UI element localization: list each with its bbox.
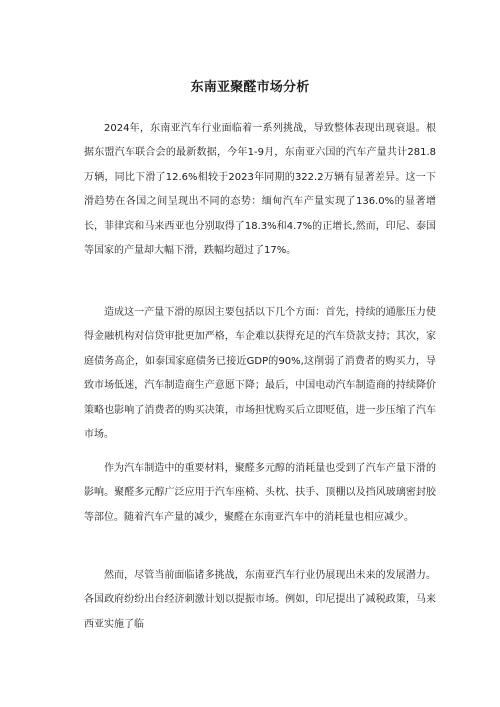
paragraph-3: 作为汽车制造中的重要材料，聚醛多元醇的消耗量也受到了汽车产量下滑的影响。聚醛多元醇广泛应用于汽车座椅、头枕、扶手、顶棚以及挡风玻璃密封胶等部位。随着汽车产量的减少，聚醛在东南亚汽车中的消耗量也相应减少。 — [84, 463, 436, 523]
page-title: 东南亚聚醛市场分析 — [190, 80, 310, 95]
paragraph-4: 然而，尽管当前面临诸多挑战，东南亚汽车行业仍展现出未来的发展潜力。各国政府纷纷出台经济刺激计划以提振市场。例如，印尼提出了减税政策，马来西亚实施了临 — [84, 570, 436, 630]
paragraph-1: 2024年，东南亚汽车行业面临着一系列挑战，导致整体表现出现衰退。根据东盟汽车联合会的最新数据，今年1-9月，东南亚六国的汽车产量共计281.8万辆，同比下滑了12.6%相较于2023年同期的322.2万辆有显著差异。这一下滑趋势在各国之间呈现出不同的态势：缅甸汽车产量实现了136.0%的显著增长，菲律宾和马来西亚也分别取得了18.3%和4.7%的正增长,然而，印尼、泰国等国家的产量却大幅下滑，跌幅均超过了17%。 — [84, 123, 436, 257]
paragraph-2: 造成这一产量下滑的原因主要包括以下几个方面：首先，持续的通胀压力使得金融机构对信贷审批更加严格，车企难以获得充足的汽车贷款支持；其次，家庭债务高企，如泰国家庭债务已接近GDP的90%,这削弱了消费者的购买力，导致市场低迷，汽车制造商生产意愿下降；最后，中国电动汽车制造商的持续降价策略也影响了消费者的购买决策，市场担忧购买后立即贬值，进一步压缩了汽车市场。 — [84, 307, 436, 441]
